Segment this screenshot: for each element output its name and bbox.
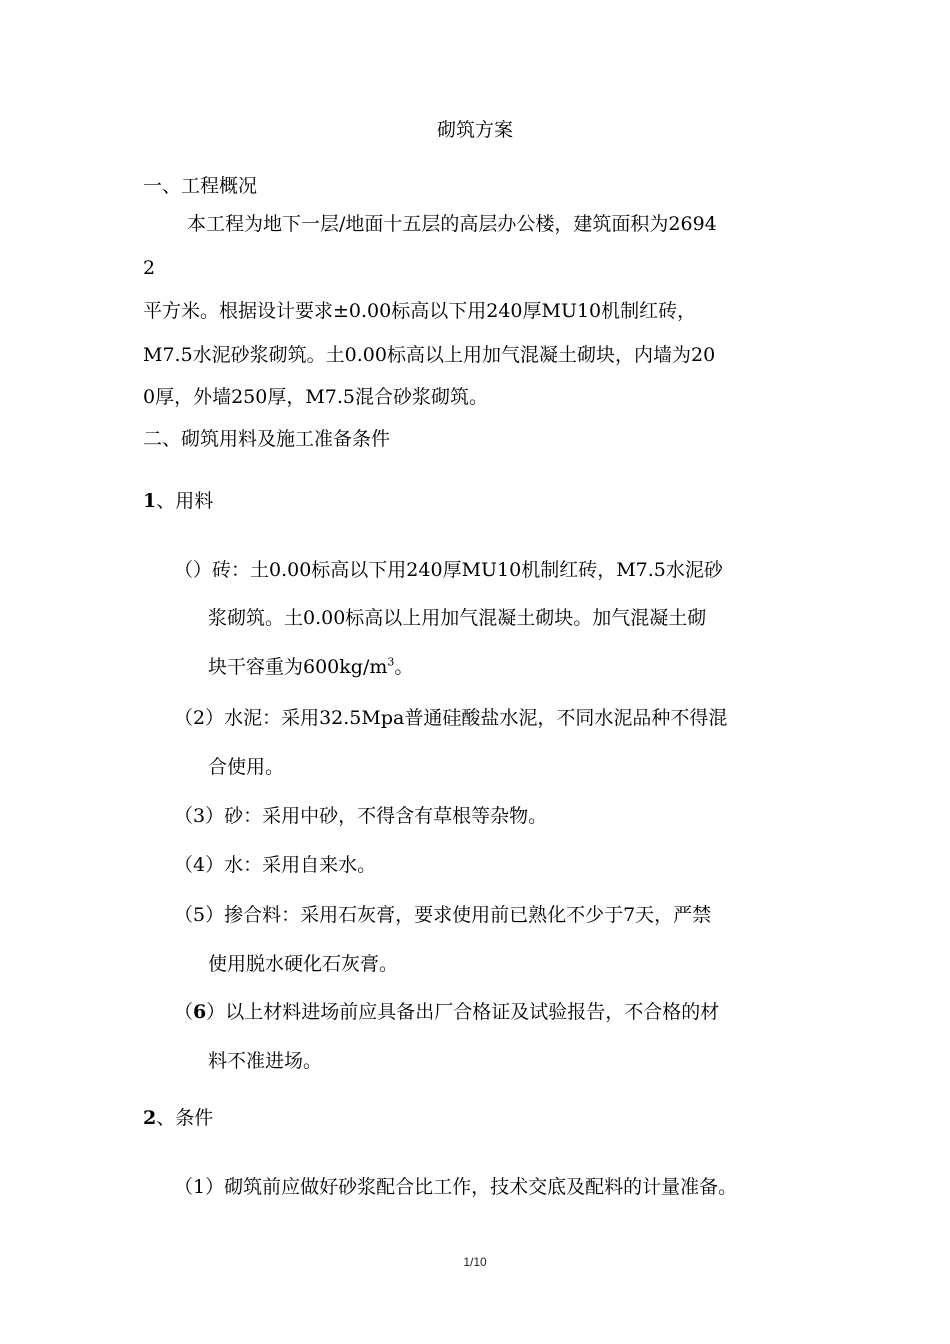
overview-paragraph-line: 2 — [143, 257, 156, 279]
section-heading-overview: 一、工程概况 — [143, 175, 258, 197]
list-item-certification-line: 料不准进场。 — [208, 1050, 323, 1072]
item-number: 6 — [193, 1001, 207, 1023]
overview-paragraph-line: 平方米。根据设计要求±0.00标高以下用240厚MU10机制红砖， — [143, 300, 697, 322]
subsection-number: 2 — [143, 1107, 157, 1129]
list-item-certification-line — [174, 1000, 719, 1024]
overview-paragraph-line: 0厚，外墙250厚，M7.5混合砂浆砌筑。 — [143, 386, 489, 408]
list-item-brick-line: 浆砌筑。土0.00标高以上用加气混凝土砌块。加气混凝土砌 — [208, 607, 707, 629]
superscript: 3 — [387, 655, 395, 669]
list-item-condition: （1）砌筑前应做好砂浆配合比工作，技术交底及配料的计量准备。 — [174, 1176, 738, 1198]
overview-paragraph-line: 本工程为地下一层/地面十五层的高层办公楼，建筑面积为2694 — [187, 213, 717, 235]
section-heading-materials: 二、砌筑用料及施工准备条件 — [143, 428, 391, 450]
subsection-label: 、条件 — [156, 1107, 214, 1129]
list-item-cement-line: （2）水泥：采用32.5Mpa普通硅酸盐水泥，不同水泥品种不得混 — [174, 707, 728, 729]
list-item-water: （4）水：采用自来水。 — [174, 854, 377, 876]
overview-paragraph-line: M7.5水泥砂浆砌筑。土0.00标高以上用加气混凝土砌块，内墙为20 — [143, 344, 716, 366]
list-item-cement-line: 合使用。 — [208, 756, 285, 778]
list-item-brick-line: （）砖：土0.00标高以下用240厚MU10机制红砖，M7.5水泥砂 — [174, 559, 723, 581]
density-text: 块干容重为600kg/m — [208, 656, 388, 678]
list-item-admixture-line: 使用脱水硬化石灰膏。 — [208, 953, 399, 975]
page-title: 砌筑方案 — [436, 119, 513, 141]
subsection-number: 1 — [143, 490, 157, 512]
subsection-heading-conditions — [143, 1106, 213, 1130]
subsection-label: 、用料 — [156, 490, 214, 512]
period: 。 — [394, 656, 414, 678]
list-item-sand: （3）砂：采用中砂，不得含有草根等杂物。 — [174, 805, 548, 827]
item-text: ）以上材料进场前应具备出厂合格证及试验报告，不合格的材 — [206, 1001, 720, 1023]
list-item-admixture-line: （5）掺合料：采用石灰膏，要求使用前已熟化不少于7天，严禁 — [174, 904, 712, 926]
bracket: （ — [174, 1001, 194, 1023]
page-number: 1/10 — [463, 1255, 487, 1269]
subsection-heading-materials — [143, 489, 213, 513]
list-item-brick-line — [208, 655, 413, 679]
